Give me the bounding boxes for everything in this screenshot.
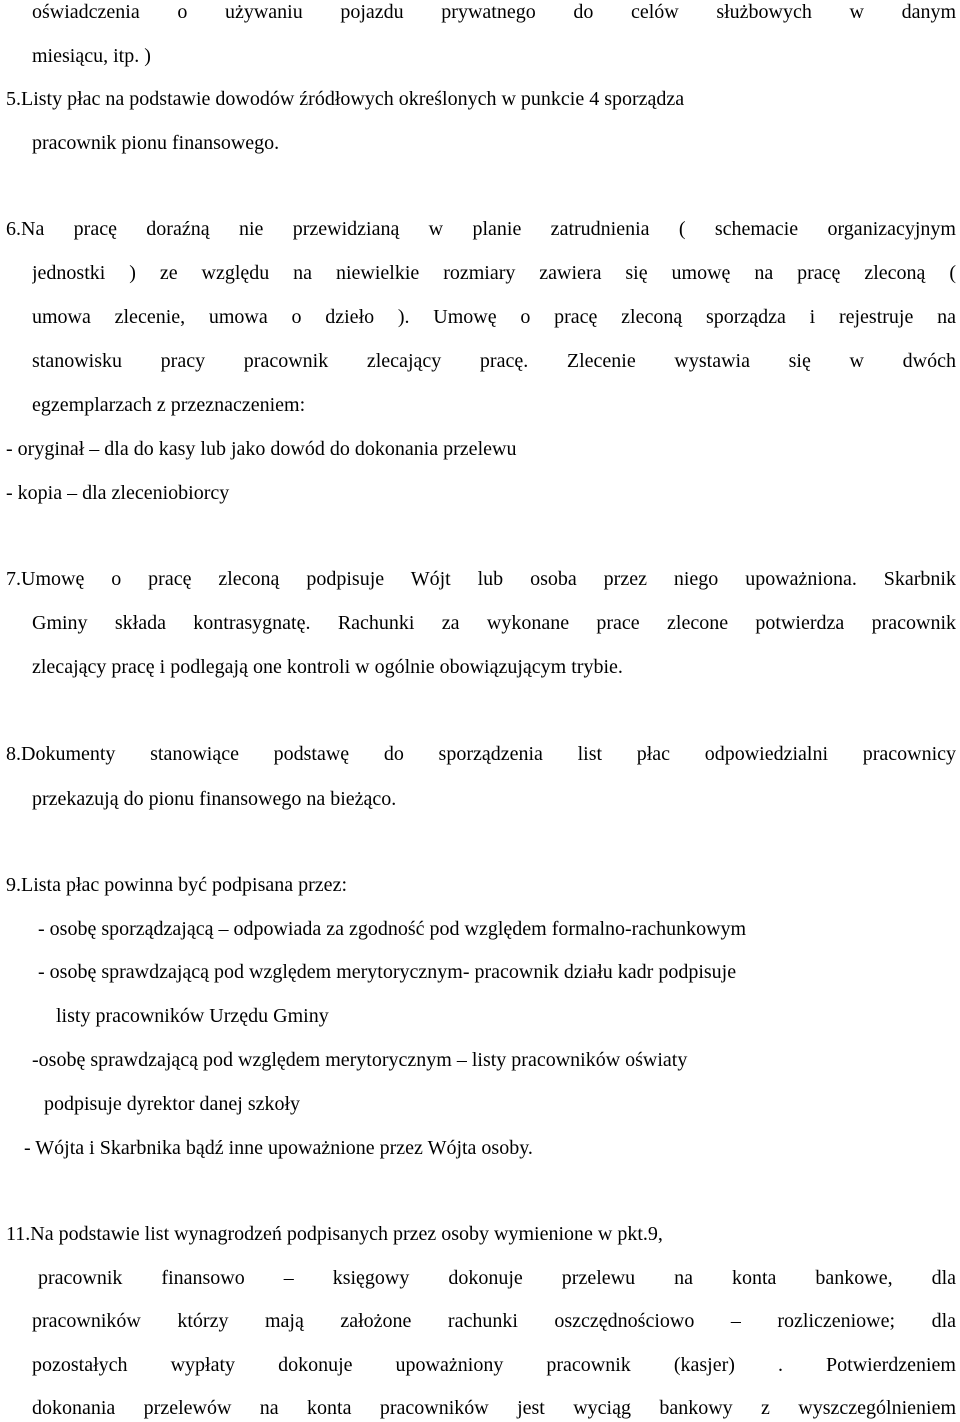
text-line: 5.Listy płac na podstawie dowodów źródłowych określonych w punkcie 4 sporządza [6, 88, 685, 110]
text-line: Gminy składa kontrasygnatę. Rachunki za wykonane prace zlecone potwierdza pracownik [32, 612, 956, 634]
text-line: stanowisku pracy pracownik zlecający pracę. Zlecenie wystawia się w dwóch [32, 350, 956, 372]
list-item: - kopia – dla zleceniobiorcy [6, 482, 230, 504]
list-item: -osobę sprawdzającą pod względem merytorycznym – listy pracowników oświaty [32, 1049, 688, 1071]
text-line: umowa zlecenie, umowa o dzieło ). Umowę o pracę zleconą sporządza i rejestruje na [32, 306, 956, 328]
list-item: - oryginał – dla do kasy lub jako dowód do dokonania przelewu [6, 438, 517, 460]
list-item: - Wójta i Skarbnika bądź inne upoważnione przez Wójta osoby. [24, 1137, 533, 1159]
text-line: pracownik pionu finansowego. [32, 132, 280, 154]
text-line: zlecający pracę i podlegają one kontroli w ogólnie obowiązującym trybie. [32, 656, 623, 678]
list-item: - osobę sprawdzającą pod względem merytorycznym- pracownik działu kadr podpisuje [38, 961, 737, 983]
text-line: dokonania przelewów na konta pracowników jest wyciąg bankowy z wyszczególnieniem [32, 1397, 956, 1419]
list-item: - osobę sporządzającą – odpowiada za zgodność pod względem formalno-rachunkowym [38, 918, 747, 940]
text-line: 9.Lista płac powinna być podpisana przez: [6, 874, 347, 896]
text-line: podpisuje dyrektor danej szkoły [44, 1093, 301, 1115]
text-line: pracownik finansowo – księgowy dokonuje przelewu na konta bankowe, dla [38, 1267, 956, 1289]
text-line: 6.Na pracę doraźną nie przewidzianą w planie zatrudnienia ( schemacie organizacyjnym [6, 218, 956, 240]
text-line: listy pracowników Urzędu Gminy [56, 1005, 329, 1027]
text-line: przekazują do pionu finansowego na bieżąco. [32, 788, 397, 810]
text-line: miesiącu, itp. ) [32, 45, 151, 67]
text-line: jednostki ) ze względu na niewielkie rozmiary zawiera się umowę na pracę zleconą ( [32, 262, 956, 284]
text-line: 8.Dokumenty stanowiące podstawę do sporządzenia list płac odpowiedzialni pracownicy [6, 743, 956, 765]
text-line: pracowników którzy mają założone rachunki oszczędnościowo – rozliczeniowe; dla [32, 1310, 956, 1332]
text-line: egzemplarzach z przeznaczeniem: [32, 394, 306, 416]
text-line: oświadczenia o używaniu pojazdu prywatnego do celów służbowych w danym [32, 1, 956, 23]
text-line: 7.Umowę o pracę zleconą podpisuje Wójt lub osoba przez niego upoważniona. Skarbnik [6, 568, 956, 590]
text-line: pozostałych wypłaty dokonuje upoważniony pracownik (kasjer) . Potwierdzeniem [32, 1354, 956, 1376]
text-line: 11.Na podstawie list wynagrodzeń podpisanych przez osoby wymienione w pkt.9, [6, 1223, 663, 1245]
